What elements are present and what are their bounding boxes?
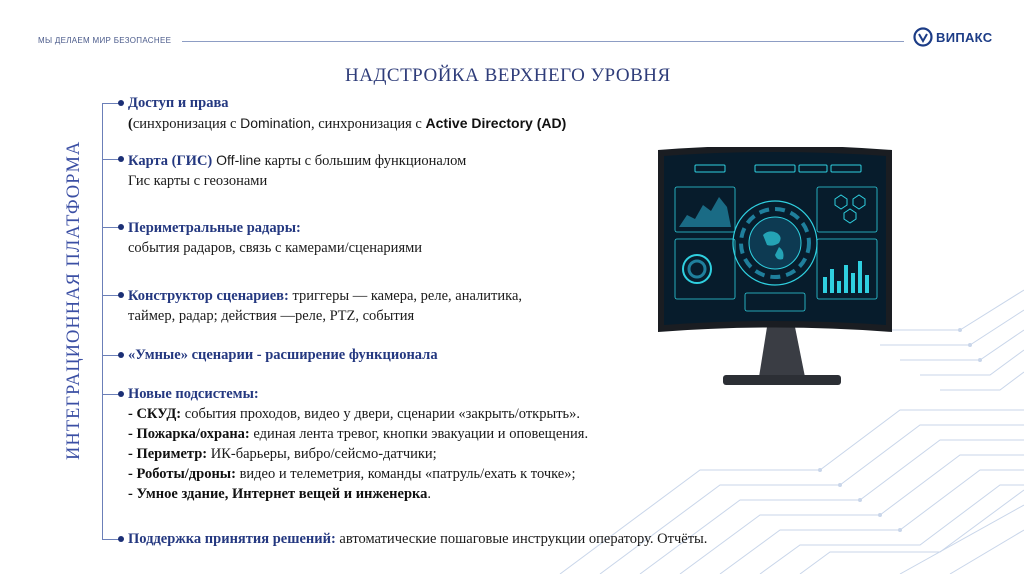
bullet-dot xyxy=(118,352,124,358)
company-logo xyxy=(913,27,992,47)
logo-text: ВИПАКС xyxy=(936,29,993,45)
sub-key: - Умное здание, Интернет вещей и инженерка xyxy=(128,486,428,502)
sub-text: события проходов, видео у двери, сценарии «закрыть/открыть». xyxy=(181,406,581,422)
item-text: автоматические пошаговые инструкции оператору. Отчёты. xyxy=(335,531,708,547)
sub-text: видео и телеметрия, команды «патруль/ехать к точке»; xyxy=(235,466,576,482)
tagline: МЫ ДЕЛАЕМ МИР БЕЗОПАСНЕЕ xyxy=(38,36,172,45)
item-text: карты с большим функционалом xyxy=(261,153,467,169)
list-item-decision xyxy=(128,529,707,549)
monitor-base xyxy=(723,375,841,385)
bullet-dot xyxy=(118,292,124,298)
hud-bar xyxy=(830,269,834,293)
item-heading: «Умные» сценарии - расширение функционала xyxy=(128,347,438,363)
item-text: таймер, радар; действия —реле, PTZ, события xyxy=(128,308,415,324)
item-text: события радаров, связь с камерами/сценариями xyxy=(128,240,423,256)
item-text: , синхронизация с xyxy=(310,116,426,132)
item-heading: Доступ и права xyxy=(128,95,229,111)
page-title: НАДСТРОЙКА ВЕРХНЕГО УРОВНЯ xyxy=(345,65,671,86)
list-item-smart xyxy=(128,345,438,365)
bullet-dot xyxy=(118,536,124,542)
hud-bar xyxy=(865,275,869,293)
hud-bar xyxy=(844,265,848,293)
item-heading: Конструктор сценариев: xyxy=(128,288,289,304)
sub-key: - Пожарка/охрана: xyxy=(128,426,250,442)
item-text: Active Directory (AD) xyxy=(425,115,567,131)
sub-line xyxy=(128,424,588,444)
paren: ( xyxy=(128,116,133,132)
hud-bar xyxy=(837,281,841,293)
bracket-line xyxy=(102,103,103,540)
item-heading: Карта (ГИС) xyxy=(128,153,213,169)
monitor-stand xyxy=(759,327,805,377)
item-text: синхронизация с xyxy=(132,116,241,132)
bullet-dot xyxy=(118,391,124,397)
item-text: Гис карты с геозонами xyxy=(128,173,268,189)
hud-bar xyxy=(823,277,827,293)
header-divider xyxy=(182,41,904,42)
list-item-subsystems xyxy=(128,384,588,504)
item-heading: Поддержка принятия решений: xyxy=(128,531,336,547)
monitor-illustration xyxy=(655,147,895,392)
hud-bar xyxy=(851,273,855,293)
sub-key: - Периметр: xyxy=(128,446,208,462)
sub-line xyxy=(128,444,588,464)
item-text: Domination xyxy=(240,115,311,131)
item-heading: Новые подсистемы: xyxy=(128,386,259,402)
vertical-label: ИНТЕГРАЦИОННАЯ ПЛАТФОРМА xyxy=(64,140,84,460)
list-item-constructor xyxy=(128,286,522,326)
sub-key: - Роботы/дроны: xyxy=(128,466,236,482)
bullet-dot xyxy=(118,224,124,230)
sub-text: ИК-барьеры, вибро/сейсмо-датчики; xyxy=(207,446,437,462)
sub-line xyxy=(128,484,588,504)
hud-bar xyxy=(858,261,862,293)
sub-text: . xyxy=(427,486,432,502)
bullet-dot xyxy=(118,156,124,162)
sub-line xyxy=(128,404,588,424)
sub-line xyxy=(128,464,588,484)
item-text: Off-line xyxy=(212,152,262,168)
sub-text: единая лента тревог, кнопки эвакуации и оповещения. xyxy=(249,426,589,442)
list-item-radars xyxy=(128,218,422,258)
item-text: триггеры — камера, реле, аналитика, xyxy=(288,288,523,304)
logo-icon xyxy=(913,27,933,47)
item-heading: Периметральные радары: xyxy=(128,220,301,236)
sub-key: - СКУД: xyxy=(128,406,182,422)
list-item-map xyxy=(128,150,466,191)
bullet-dot xyxy=(118,100,124,106)
list-item-access xyxy=(128,93,566,134)
